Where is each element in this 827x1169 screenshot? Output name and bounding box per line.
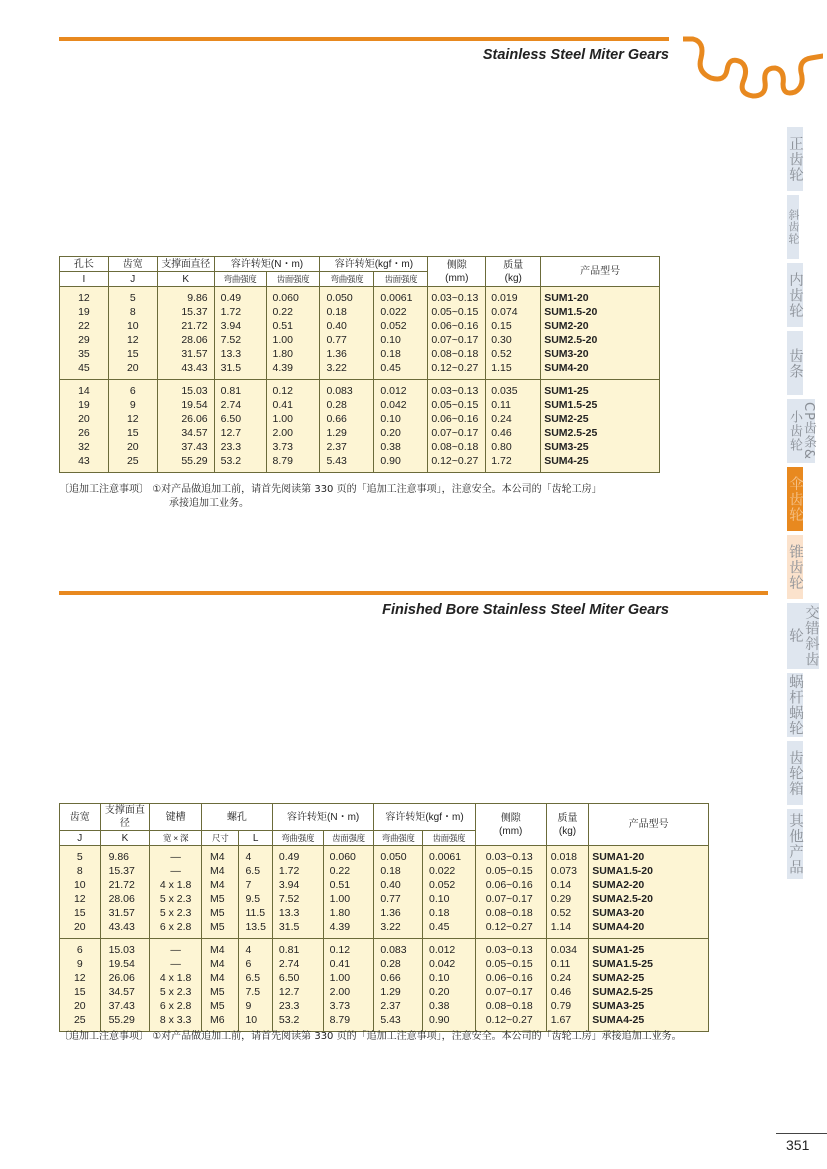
cell-screw-l: 4 6.5 7 9.5 11.5 13.5 [239, 846, 272, 939]
gear-teeth-icon [683, 34, 823, 104]
col-support-dia: 支撑面直径 [100, 804, 150, 831]
cell-mass: 0.018 0.073 0.14 0.29 0.52 1.14 [546, 846, 589, 939]
cell-mass: 0.035 0.11 0.24 0.46 0.80 1.72 [486, 380, 541, 473]
tab-bevel-gears[interactable]: 锥齿轮 [787, 535, 803, 599]
cell-kgf-bending: 0.050 0.18 0.40 0.77 1.36 3.22 [320, 287, 374, 380]
tab-other-products[interactable]: 其他产品 [787, 809, 803, 879]
section1-rule [59, 37, 669, 41]
note-text-line1: ①对产品做追加工前，请首先阅读第 330 页的「追加工注意事项」，注意安全。本公司的「齿轮工房」承接追加工业务。 [152, 1031, 682, 1042]
section2-title: Finished Bore Stainless Steel Miter Gears [382, 602, 669, 618]
cell-part-number: SUMA1-25 SUMA1.5-25 SUMA2-25 SUMA2.5-25 SUMA3-25 SUMA4-25 [589, 939, 709, 1032]
col-torque-kgf: 容许转矩(kgf・m) [374, 804, 475, 831]
col-part-number: 产品型号 [589, 804, 709, 846]
cell-support-dia: 15.03 19.54 26.06 34.57 37.43 55.29 [157, 380, 214, 473]
tab-worm-gears[interactable]: 蜗杆蜗轮 [787, 674, 803, 736]
cell-kgf-bending: 0.083 0.28 0.66 1.29 2.37 5.43 [374, 939, 423, 1032]
col-support-dia-sym: K [100, 831, 150, 846]
col-keyway: 键槽 [150, 804, 202, 831]
cell-keyway: — — 4 x 1.8 5 x 2.3 6 x 2.8 8 x 3.3 [150, 939, 202, 1032]
col-screw-l: L [239, 831, 272, 846]
cell-face-width: 5 8 10 12 15 20 [60, 846, 101, 939]
cell-backlash: 0.03~0.13 0.05~0.15 0.06~0.16 0.07~0.17 0.08~0.18 0.12~0.27 [428, 380, 486, 473]
cell-support-dia: 9.86 15.37 21.72 28.06 31.57 43.43 [157, 287, 214, 380]
cell-bore-length: 14 19 20 26 32 43 [60, 380, 109, 473]
col-torque-nm: 容许转矩(N・m) [272, 804, 373, 831]
col-kgf-surface: 齿面强度 [374, 272, 428, 287]
page-number-rule [776, 1133, 827, 1134]
col-mass: 质量 (kg) [486, 257, 541, 287]
col-support-dia: 支撑面直径 [157, 257, 214, 272]
col-kgf-bending: 弯曲强度 [374, 831, 423, 846]
cell-nm-surface: 0.12 0.41 1.00 2.00 3.73 8.79 [323, 939, 374, 1032]
cell-face-width: 6 9 12 15 20 25 [108, 380, 157, 473]
col-bore-length-sym: I [60, 272, 109, 287]
cell-face-width: 6 9 12 15 20 25 [60, 939, 101, 1032]
col-backlash: 侧隙 (mm) [475, 804, 546, 846]
tab-spur-gears[interactable]: 正齿轮 [787, 127, 803, 191]
cell-mass: 0.019 0.074 0.15 0.30 0.52 1.15 [486, 287, 541, 380]
table-row-group [60, 846, 709, 939]
cell-nm-bending: 0.49 1.72 3.94 7.52 13.3 31.5 [214, 287, 266, 380]
note-label: 〔追加工注意事项〕 [59, 484, 149, 495]
cell-backlash: 0.03~0.13 0.05~0.15 0.06~0.16 0.07~0.17 0.08~0.18 0.12~0.27 [475, 846, 546, 939]
cell-kgf-surface: 0.0061 0.022 0.052 0.10 0.18 0.45 [374, 287, 428, 380]
cell-kgf-surface: 0.012 0.042 0.10 0.20 0.38 0.90 [423, 939, 476, 1032]
cell-bore-length: 12 19 22 29 35 45 [60, 287, 109, 380]
cell-kgf-bending: 0.050 0.18 0.40 0.77 1.36 3.22 [374, 846, 423, 939]
col-face-width: 齿宽 [108, 257, 157, 272]
cell-keyway: — — 4 x 1.8 5 x 2.3 5 x 2.3 6 x 2.8 [150, 846, 202, 939]
tab-helical-gears[interactable]: 斜齿轮 [787, 195, 799, 259]
section2-note [59, 1030, 759, 1044]
col-mass: 质量 (kg) [546, 804, 589, 846]
cell-support-dia: 9.86 15.37 21.72 28.06 31.57 43.43 [100, 846, 150, 939]
cell-nm-surface: 0.12 0.41 1.00 2.00 3.73 8.79 [266, 380, 320, 473]
section1-spec-table [59, 256, 660, 473]
cell-kgf-surface: 0.012 0.042 0.10 0.20 0.38 0.90 [374, 380, 428, 473]
cell-screw-l: 4 6 6.5 7.5 9 10 [239, 939, 272, 1032]
category-tabs [787, 127, 827, 883]
section2-spec-table [59, 803, 709, 1032]
cell-mass: 0.034 0.11 0.24 0.46 0.79 1.67 [546, 939, 589, 1032]
note-text-line1: ①对产品做追加工前，请首先阅读第 330 页的「追加工注意事项」，注意安全。本公司的「齿轮工房」 [152, 484, 602, 495]
col-support-dia-sym: K [157, 272, 214, 287]
cell-face-width: 5 8 10 12 15 20 [108, 287, 157, 380]
col-face-width: 齿宽 [60, 804, 101, 831]
col-nm-bending: 弯曲强度 [272, 831, 323, 846]
cell-backlash: 0.03~0.13 0.05~0.15 0.06~0.16 0.07~0.17 0.08~0.18 0.12~0.27 [475, 939, 546, 1032]
cell-part-number: SUM1-25 SUM1.5-25 SUM2-25 SUM2.5-25 SUM3-25 SUM4-25 [541, 380, 660, 473]
col-torque-kgf: 容许转矩(kgf・m) [320, 257, 428, 272]
col-bore-length: 孔长 [60, 257, 109, 272]
note-label: 〔追加工注意事项〕 [59, 1031, 149, 1042]
col-keyway-dims: 宽 × 深 [150, 831, 202, 846]
cell-support-dia: 15.03 19.54 26.06 34.57 37.43 55.29 [100, 939, 150, 1032]
table-row-group [60, 939, 709, 1032]
col-backlash: 侧隙 (mm) [428, 257, 486, 287]
cell-nm-bending: 0.81 2.74 6.50 12.7 23.3 53.2 [272, 939, 323, 1032]
table-row-group [60, 287, 660, 380]
cell-part-number: SUMA1-20 SUMA1.5-20 SUMA2-20 SUMA2.5-20 SUMA3-20 SUMA4-20 [589, 846, 709, 939]
col-screw-hole: 螺孔 [201, 804, 272, 831]
note-text-line2: 承接追加工业务。 [169, 498, 249, 509]
col-nm-surface: 齿面强度 [323, 831, 374, 846]
col-nm-bending: 弯曲强度 [214, 272, 266, 287]
table-row-group [60, 380, 660, 473]
section1-note [59, 483, 679, 511]
tab-racks[interactable]: 齿条 [787, 331, 803, 395]
col-torque-nm: 容许转矩(N・m) [214, 257, 320, 272]
tab-cp-racks-pinions[interactable]: CP齿条&小齿轮 [787, 399, 815, 463]
col-screw-size: 尺寸 [201, 831, 239, 846]
tab-internal-gears[interactable]: 内齿轮 [787, 263, 803, 327]
cell-screw-size: M4 M4 M4 M5 M5 M5 [201, 846, 239, 939]
col-kgf-bending: 弯曲强度 [320, 272, 374, 287]
col-face-width-sym: J [60, 831, 101, 846]
cell-nm-surface: 0.060 0.22 0.51 1.00 1.80 4.39 [266, 287, 320, 380]
col-part-number: 产品型号 [541, 257, 660, 287]
tab-miter-gears[interactable]: 伞齿轮 [787, 467, 803, 531]
cell-nm-bending: 0.49 1.72 3.94 7.52 13.3 31.5 [272, 846, 323, 939]
col-kgf-surface: 齿面强度 [423, 831, 476, 846]
cell-screw-size: M4 M4 M4 M5 M5 M6 [201, 939, 239, 1032]
cell-kgf-surface: 0.0061 0.022 0.052 0.10 0.18 0.45 [423, 846, 476, 939]
col-nm-surface: 齿面强度 [266, 272, 320, 287]
cell-nm-bending: 0.81 2.74 6.50 12.7 23.3 53.2 [214, 380, 266, 473]
tab-gearboxes[interactable]: 齿轮箱 [787, 741, 803, 805]
section2-rule [59, 591, 768, 595]
page-number: 351 [786, 1137, 810, 1153]
tab-screw-gears[interactable]: 交错斜齿轮 [787, 605, 819, 667]
section1-title: Stainless Steel Miter Gears [482, 47, 669, 63]
cell-kgf-bending: 0.083 0.28 0.66 1.29 2.37 5.43 [320, 380, 374, 473]
cell-part-number: SUM1-20 SUM1.5-20 SUM2-20 SUM2.5-20 SUM3-20 SUM4-20 [541, 287, 660, 380]
cell-backlash: 0.03~0.13 0.05~0.15 0.06~0.16 0.07~0.17 0.08~0.18 0.12~0.27 [428, 287, 486, 380]
cell-nm-surface: 0.060 0.22 0.51 1.00 1.80 4.39 [323, 846, 374, 939]
col-face-width-sym: J [108, 272, 157, 287]
